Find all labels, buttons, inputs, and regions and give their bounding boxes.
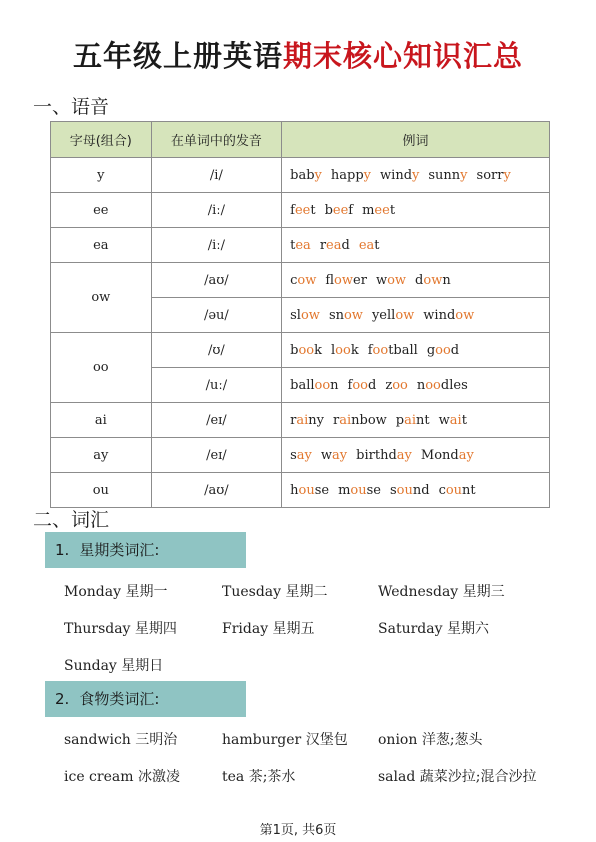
vocab-item: Wednesday 星期三 xyxy=(378,584,505,600)
highlighted-letters: ou xyxy=(396,482,413,498)
highlighted-letters: ee xyxy=(374,202,390,218)
word-part: Mond xyxy=(420,447,459,463)
word-part: f xyxy=(367,342,373,358)
letters-cell: ee xyxy=(51,193,152,228)
section-heading-phonics: 一、语音 xyxy=(33,96,110,118)
vocab-group-title: 食物类词汇: xyxy=(79,690,160,708)
highlighted-letters: ow xyxy=(297,272,317,288)
highlighted-letters: oo xyxy=(352,377,369,393)
highlighted-letters: ou xyxy=(298,482,315,498)
vocab-item: tea 茶;茶水 xyxy=(222,769,296,785)
example-word xyxy=(290,448,312,463)
example-word xyxy=(385,378,408,393)
word-part: nd xyxy=(412,482,430,498)
highlighted-letters: ee xyxy=(332,202,349,218)
highlighted-letters: oo xyxy=(298,342,315,358)
example-word xyxy=(290,413,324,428)
example-word xyxy=(428,168,467,183)
word-part: happ xyxy=(330,167,364,183)
section-heading-vocab: 二、词汇 xyxy=(33,509,110,531)
example-word xyxy=(320,238,350,253)
highlighted-letters: y xyxy=(503,167,511,183)
word-part: nbow xyxy=(351,412,387,428)
word-part: r xyxy=(332,412,340,428)
vocab-group-title: 星期类词汇: xyxy=(79,541,160,559)
table-row xyxy=(51,403,550,438)
table-row xyxy=(51,158,550,193)
highlighted-letters: ea xyxy=(358,237,375,253)
examples-cell xyxy=(282,263,550,298)
word-part: l xyxy=(331,342,336,358)
vocab-group-header xyxy=(45,532,246,568)
word-part: dles xyxy=(440,377,468,393)
word-part: n xyxy=(330,377,339,393)
sound-cell: /ʊ/ xyxy=(151,333,282,368)
word-part: g xyxy=(426,342,436,358)
table-row xyxy=(51,473,550,508)
word-part: ny xyxy=(308,412,324,428)
word-part: se xyxy=(314,482,330,498)
examples-cell xyxy=(282,333,550,368)
example-word xyxy=(290,343,322,358)
word-part: nt xyxy=(462,482,476,498)
highlighted-letters: ay xyxy=(296,447,312,463)
word-part: c xyxy=(438,482,446,498)
word-part: d xyxy=(450,342,460,358)
word-part: nt xyxy=(416,412,430,428)
example-word xyxy=(348,378,377,393)
highlighted-letters: ow xyxy=(395,307,415,323)
highlighted-letters: y xyxy=(412,167,420,183)
word-part: t xyxy=(374,237,380,253)
letters-cell: ay xyxy=(51,438,152,473)
highlighted-letters: ow xyxy=(334,272,354,288)
word-part: t xyxy=(389,202,396,218)
table-row xyxy=(51,228,550,263)
word-part: se xyxy=(366,482,381,498)
word-part: b xyxy=(290,342,299,358)
vocab-item: ice cream 冰激凌 xyxy=(64,769,180,785)
example-word xyxy=(331,168,371,183)
word-part: h xyxy=(290,482,299,498)
sound-cell: /aʊ/ xyxy=(151,473,282,508)
vocab-item: Friday 星期五 xyxy=(222,621,315,637)
example-word xyxy=(362,203,395,218)
word-part: d xyxy=(415,272,424,288)
word-part: yell xyxy=(371,307,396,323)
page-title xyxy=(0,34,596,75)
word-part: k xyxy=(314,342,322,358)
example-word xyxy=(372,308,414,323)
examples-cell xyxy=(282,228,550,263)
word-part: f xyxy=(290,202,295,218)
letters-cell: ow xyxy=(51,263,152,333)
word-part: c xyxy=(290,272,298,288)
title-part-2: 期末核心知识汇总 xyxy=(283,39,524,73)
vocab-item: Saturday 星期六 xyxy=(378,621,489,637)
examples-cell xyxy=(282,193,550,228)
table-row xyxy=(51,263,550,298)
column-header-sound: 在单词中的发音 xyxy=(151,122,282,158)
example-word xyxy=(333,413,387,428)
highlighted-letters: oo xyxy=(392,377,408,393)
highlighted-letters: oo xyxy=(372,342,389,358)
example-word xyxy=(439,483,476,498)
word-part: t xyxy=(310,202,316,218)
word-part: f xyxy=(347,377,353,393)
word-part: sunn xyxy=(428,167,461,183)
word-part: fl xyxy=(325,272,335,288)
highlighted-letters: ai xyxy=(296,412,309,428)
phonics-table xyxy=(50,121,550,508)
examples-cell xyxy=(282,158,550,193)
highlighted-letters: y xyxy=(314,167,322,183)
vocab-group-header xyxy=(45,681,246,717)
example-word xyxy=(329,308,363,323)
highlighted-letters: y xyxy=(363,167,372,183)
example-word xyxy=(290,308,320,323)
example-word xyxy=(290,168,322,183)
highlighted-letters: ow xyxy=(387,272,407,288)
highlighted-letters: oo xyxy=(435,342,451,358)
highlighted-letters: ou xyxy=(350,482,367,498)
vocab-item: sandwich 三明治 xyxy=(64,732,178,748)
word-part: r xyxy=(319,237,327,253)
word-part: birthd xyxy=(356,447,397,463)
letters-cell: oo xyxy=(51,333,152,403)
sound-cell: /aʊ/ xyxy=(151,263,282,298)
vocab-group-number: 1. xyxy=(55,541,70,559)
example-word xyxy=(359,238,380,253)
example-word xyxy=(368,343,418,358)
word-part: s xyxy=(290,447,297,463)
highlighted-letters: ow xyxy=(343,307,363,323)
highlighted-letters: ai xyxy=(449,412,462,428)
examples-cell xyxy=(282,403,550,438)
sound-cell: /əu/ xyxy=(151,298,282,333)
word-part: w xyxy=(375,272,388,288)
highlighted-letters: ay xyxy=(396,447,412,463)
title-part-1: 五年级上册英语 xyxy=(72,39,283,73)
vocab-item: Tuesday 星期二 xyxy=(222,584,328,600)
example-word xyxy=(396,413,430,428)
word-part: bab xyxy=(290,167,315,183)
example-word xyxy=(421,448,474,463)
highlighted-letters: ea xyxy=(326,237,342,253)
vocab-item: Sunday 星期日 xyxy=(64,658,164,674)
example-word xyxy=(415,273,451,288)
vocab-item: Monday 星期一 xyxy=(64,584,168,600)
word-part: t xyxy=(461,412,467,428)
vocab-item: hamburger 汉堡包 xyxy=(222,732,348,748)
highlighted-letters: ou xyxy=(445,482,463,498)
column-header-letters: 字母(组合) xyxy=(51,122,152,158)
word-part: w xyxy=(438,412,450,428)
example-word xyxy=(290,273,316,288)
word-part: f xyxy=(348,202,354,218)
highlighted-letters: oo xyxy=(335,342,351,358)
example-word xyxy=(380,168,419,183)
example-word xyxy=(338,483,381,498)
sound-cell: /iː/ xyxy=(151,228,282,263)
example-word xyxy=(427,343,459,358)
highlighted-letters: ay xyxy=(458,447,474,463)
table-row xyxy=(51,438,550,473)
table-row xyxy=(51,193,550,228)
letters-cell: ou xyxy=(51,473,152,508)
word-part: n xyxy=(442,272,451,288)
word-part: m xyxy=(362,202,375,218)
examples-cell xyxy=(282,368,550,403)
highlighted-letters: ow xyxy=(455,307,475,323)
example-word xyxy=(356,448,412,463)
example-word xyxy=(439,413,467,428)
letters-cell: ea xyxy=(51,228,152,263)
highlighted-letters: ow xyxy=(423,272,443,288)
example-word xyxy=(290,378,338,393)
word-part: sl xyxy=(290,307,301,323)
column-header-examples: 例词 xyxy=(282,122,550,158)
example-word xyxy=(376,273,406,288)
vocab-item: Thursday 星期四 xyxy=(64,621,177,637)
word-part: k xyxy=(350,342,359,358)
word-part: w xyxy=(320,447,333,463)
example-word xyxy=(417,378,468,393)
example-word xyxy=(325,203,354,218)
word-part: m xyxy=(338,482,351,498)
word-part: n xyxy=(416,377,426,393)
example-word xyxy=(477,168,511,183)
highlighted-letters: oo xyxy=(425,377,441,393)
highlighted-letters: ay xyxy=(332,447,348,463)
highlighted-letters: ow xyxy=(300,307,320,323)
word-part: er xyxy=(353,272,367,288)
example-word xyxy=(290,483,329,498)
word-part: s xyxy=(389,482,397,498)
word-part: r xyxy=(290,412,297,428)
examples-cell xyxy=(282,298,550,333)
vocab-item: onion 洋葱;葱头 xyxy=(378,732,483,748)
vocab-item: salad 蔬菜沙拉;混合沙拉 xyxy=(378,769,537,785)
word-part: wind xyxy=(423,307,456,323)
table-row xyxy=(51,333,550,368)
page-footer: 第1页, 共6页 xyxy=(259,823,337,838)
word-part: z xyxy=(385,377,393,393)
sound-cell: /uː/ xyxy=(151,368,282,403)
letters-cell: ai xyxy=(51,403,152,438)
example-word xyxy=(321,448,347,463)
highlighted-letters: ai xyxy=(404,412,417,428)
word-part: p xyxy=(395,412,405,428)
word-part: wind xyxy=(380,167,413,183)
highlighted-letters: ea xyxy=(295,237,311,253)
table-header-row xyxy=(51,122,550,158)
word-part: d xyxy=(341,237,350,253)
example-word xyxy=(390,483,430,498)
sound-cell: /eɪ/ xyxy=(151,438,282,473)
example-word xyxy=(290,238,311,253)
highlighted-letters: y xyxy=(460,167,468,183)
highlighted-letters: oo xyxy=(314,377,331,393)
examples-cell xyxy=(282,438,550,473)
word-part: ball xyxy=(290,377,315,393)
sound-cell: /iː/ xyxy=(151,193,282,228)
word-part: tball xyxy=(388,342,418,358)
highlighted-letters: ai xyxy=(339,412,352,428)
word-part: d xyxy=(368,377,377,393)
example-word xyxy=(290,203,315,218)
word-part: b xyxy=(324,202,333,218)
word-part: sn xyxy=(328,307,344,323)
examples-cell xyxy=(282,473,550,508)
sound-cell: /i/ xyxy=(151,158,282,193)
example-word xyxy=(331,343,359,358)
word-part: sorr xyxy=(476,167,504,183)
highlighted-letters: ee xyxy=(294,202,311,218)
word-part: t xyxy=(290,237,296,253)
vocab-group-number: 2. xyxy=(55,690,70,708)
example-word xyxy=(423,308,474,323)
example-word xyxy=(325,273,367,288)
sound-cell: /eɪ/ xyxy=(151,403,282,438)
letters-cell: y xyxy=(51,158,152,193)
